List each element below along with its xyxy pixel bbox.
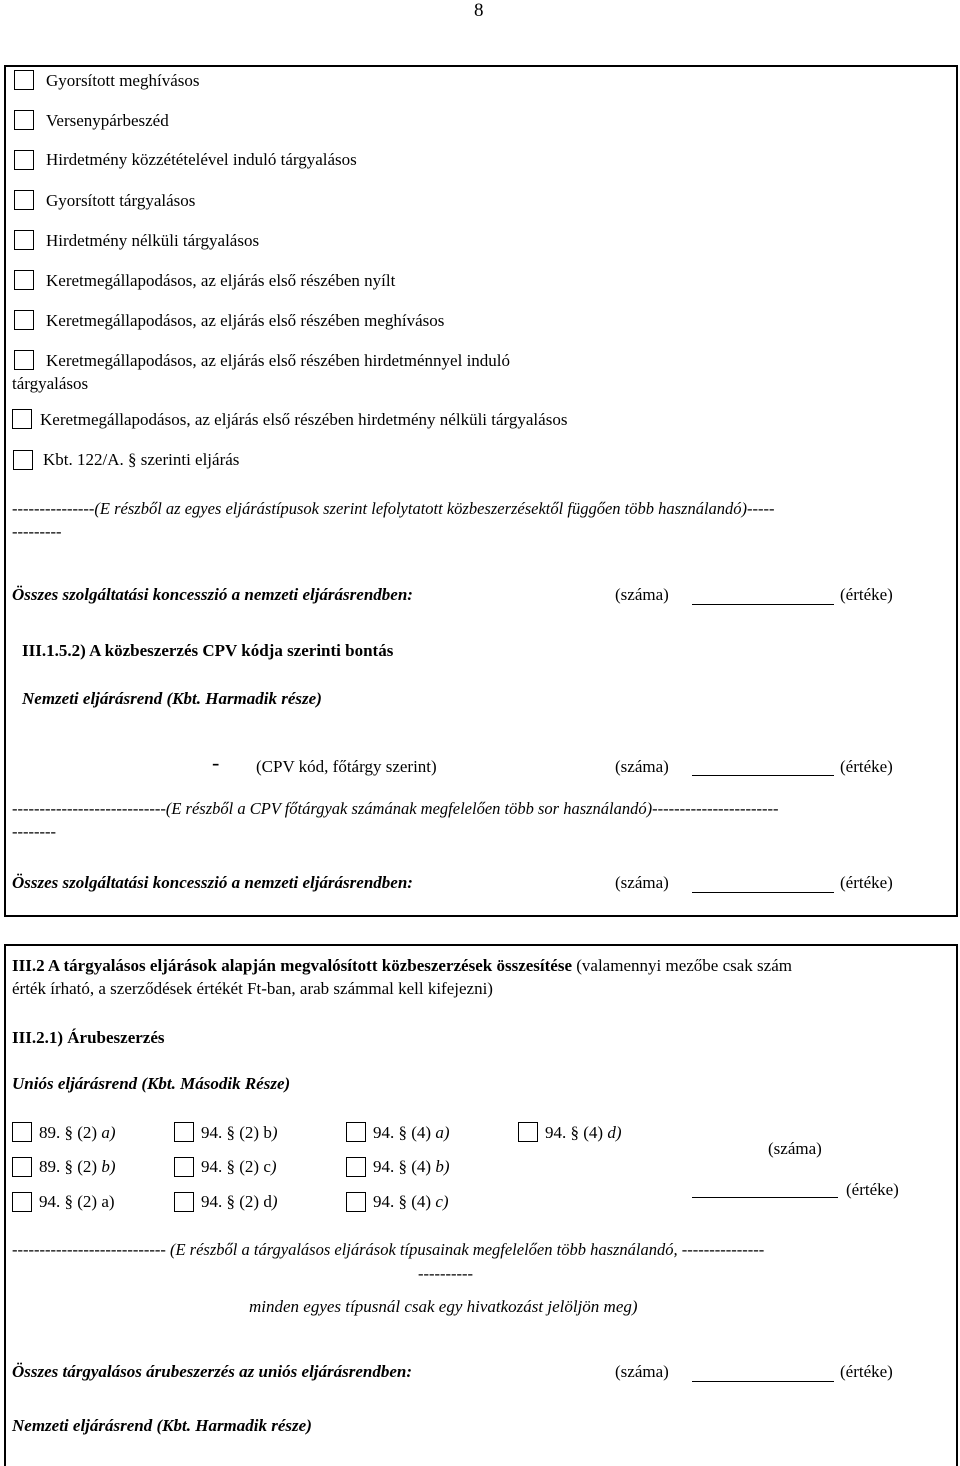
checkbox-94-2-d[interactable] — [174, 1192, 194, 1212]
note-text: (E részből az egyes eljárástípusok szerint lefolytatott közbeszerzésektől függően több használandó) — [94, 499, 748, 518]
checkbox-procedure-4[interactable] — [14, 190, 34, 210]
ref-94-4-a: 94. § (4) a) — [373, 1123, 450, 1142]
ref-94-4-c: 94. § (4) c) — [373, 1192, 449, 1211]
lower-section-box — [4, 944, 958, 1466]
checkbox-94-4-b[interactable] — [346, 1157, 366, 1177]
note-dashes-suffix: --------------- — [681, 1240, 765, 1259]
value-label: (értéke) — [846, 1180, 899, 1199]
value-label: (értéke) — [840, 585, 893, 604]
count-label: (száma) — [615, 585, 669, 604]
ref-89-2-a: 89. § (2) a) — [39, 1123, 116, 1142]
note-procedure-types — [12, 499, 775, 519]
checkbox-94-4-a[interactable] — [346, 1122, 366, 1142]
count-label: (száma) — [615, 873, 669, 892]
section-heading-32-bold: III.2 A tárgyalásos eljárások alapján megvalósított közbeszerzések összesítése — [12, 956, 572, 975]
value-label: (értéke) — [840, 873, 893, 892]
count-label: (száma) — [615, 1362, 669, 1381]
ref-94-2-c: 94. § (2) c) — [201, 1157, 277, 1176]
cpv-dash: - — [212, 750, 220, 775]
note-dashes-line2: ---------- — [418, 1264, 473, 1283]
note-cpv — [12, 799, 779, 819]
checkbox-procedure-10[interactable] — [13, 450, 33, 470]
eu-regime-heading: Uniós eljárásrend (Kbt. Második Része) — [12, 1074, 291, 1093]
value-label: (értéke) — [840, 757, 893, 776]
procedure-label-9: Keretmegállapodásos, az eljárás első részében hirdetmény nélküli tárgyalásos — [40, 410, 568, 429]
procedure-label-6: Keretmegállapodásos, az eljárás első részében nyílt — [46, 271, 396, 290]
value-input-line[interactable] — [692, 892, 834, 893]
checkbox-procedure-3[interactable] — [14, 150, 34, 170]
total-label: Összes szolgáltatási koncesszió a nemzeti eljárásrendben: — [12, 873, 413, 892]
cpv-label: (CPV kód, főtárgy szerint) — [256, 757, 437, 776]
count-label: (száma) — [615, 757, 669, 776]
section-heading-32 — [12, 956, 792, 976]
national-regime-heading-2: Nemzeti eljárásrend (Kbt. Harmadik része) — [12, 1416, 312, 1435]
section-heading-3221: III.2.1) Árubeszerzés — [12, 1028, 165, 1047]
page-number: 8 — [474, 0, 484, 21]
procedure-label-5: Hirdetmény nélküli tárgyalásos — [46, 231, 260, 250]
note-dashes-suffix: ----- — [747, 499, 775, 518]
note-text: (E részből a CPV főtárgyak számának megfelelően több sor használandó) — [165, 799, 653, 818]
checkbox-procedure-7[interactable] — [14, 310, 34, 330]
national-regime-heading: Nemzeti eljárásrend (Kbt. Harmadik része) — [22, 689, 322, 708]
note-dashes-line2: --------- — [12, 522, 62, 541]
ref-94-4-b: 94. § (4) b) — [373, 1157, 450, 1176]
procedure-label-8-cont: tárgyalásos — [12, 374, 89, 393]
total-label: Összes szolgáltatási koncesszió a nemzeti eljárásrendben: — [12, 585, 413, 604]
ref-94-2-d: 94. § (2) d) — [201, 1192, 278, 1211]
procedure-label-7: Keretmegállapodásos, az eljárás első részében meghívásos — [46, 311, 445, 330]
note-dashes-prefix: ---------------------------- — [12, 799, 166, 818]
ref-94-2-a: 94. § (2) a) — [39, 1192, 115, 1211]
section-heading-32-rest: (valamennyi mezőbe csak szám — [572, 956, 792, 975]
value-input-line[interactable] — [692, 775, 834, 776]
note-instruction: minden egyes típusnál csak egy hivatkozást jelöljön meg) — [249, 1297, 638, 1316]
procedure-label-4: Gyorsított tárgyalásos — [46, 191, 196, 210]
note-dashes-suffix: ----------------------- — [652, 799, 779, 818]
checkbox-94-4-d[interactable] — [518, 1122, 538, 1142]
checkbox-94-2-b[interactable] — [174, 1122, 194, 1142]
value-label: (értéke) — [840, 1362, 893, 1381]
checkbox-procedure-1[interactable] — [14, 70, 34, 90]
checkbox-89-2-a[interactable] — [12, 1122, 32, 1142]
value-input-line[interactable] — [692, 604, 834, 605]
checkbox-procedure-2[interactable] — [14, 110, 34, 130]
checkbox-94-2-a[interactable] — [12, 1192, 32, 1212]
note-text: (E részből a tárgyalásos eljárások típusainak megfelelően több használandó, — [165, 1240, 682, 1259]
value-input-line[interactable] — [692, 1381, 834, 1382]
checkbox-procedure-5[interactable] — [14, 230, 34, 250]
section-heading-3152: III.1.5.2) A közbeszerzés CPV kódja szerinti bontás — [22, 641, 394, 660]
checkbox-94-4-c[interactable] — [346, 1192, 366, 1212]
checkbox-procedure-8[interactable] — [14, 350, 34, 370]
note-dashes-prefix: ---------------------------- — [12, 1240, 166, 1259]
procedure-label-8: Keretmegállapodásos, az eljárás első részében hirdetménnyel induló — [46, 351, 511, 370]
checkbox-89-2-b[interactable] — [12, 1157, 32, 1177]
count-label: (száma) — [768, 1139, 822, 1158]
section-heading-32-line2: érték írható, a szerződések értékét Ft-ban, arab számmal kell kifejezni) — [12, 979, 493, 998]
checkbox-procedure-9[interactable] — [12, 409, 32, 429]
note-dashes-prefix: --------------- — [12, 499, 95, 518]
ref-94-2-b: 94. § (2) b) — [201, 1123, 278, 1142]
total-goods-label: Összes tárgyalásos árubeszerzés az uniós eljárásrendben: — [12, 1362, 413, 1381]
ref-89-2-b: 89. § (2) b) — [39, 1157, 116, 1176]
note-negotiated — [12, 1240, 764, 1260]
ref-94-4-d: 94. § (4) d) — [545, 1123, 622, 1142]
note-dashes-line2: -------- — [12, 822, 56, 841]
procedure-label-10: Kbt. 122/A. § szerinti eljárás — [43, 450, 240, 469]
value-input-line[interactable] — [692, 1197, 838, 1198]
checkbox-94-2-c[interactable] — [174, 1157, 194, 1177]
procedure-label-2: Versenypárbeszéd — [46, 111, 169, 130]
procedure-label-3: Hirdetmény közzétételével induló tárgyalásos — [46, 150, 357, 169]
checkbox-procedure-6[interactable] — [14, 270, 34, 290]
procedure-label-1: Gyorsított meghívásos — [46, 71, 200, 90]
